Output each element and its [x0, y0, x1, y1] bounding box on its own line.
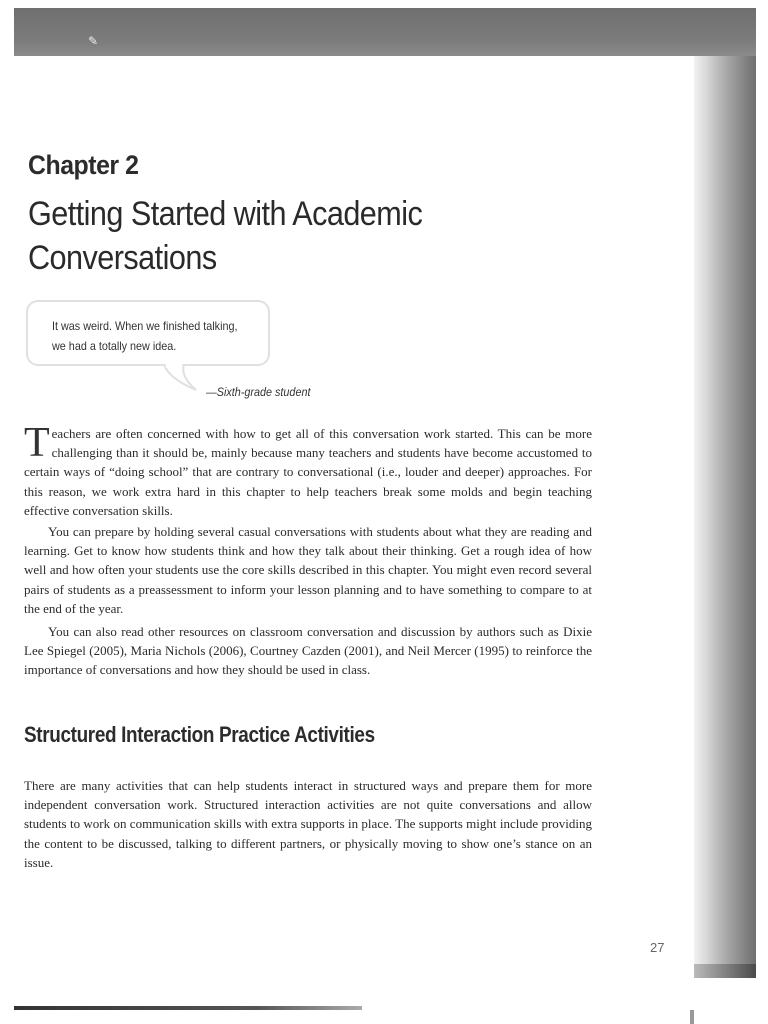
- scan-bottom-mark: [690, 1010, 694, 1024]
- page-edge-corner: [694, 964, 756, 978]
- section-paragraph: There are many activities that can help students interact in structured ways and prepare them for more independent conversation work. Structured interaction activities are not quite conversations and allow students to work on communication skills with extra supports in place. The supports might include providing the content to be discussed, talking to different partners, or physically moving to show one’s stance on an issue.: [24, 778, 592, 870]
- intro-paragraph-2: You can prepare by holding several casual conversations with students about what they are reading and learning. Get to know how students think and how they talk about their thinking. Get a rough idea of how well and how often your students use the core skills described in this chapter. You might even record several pairs of students as a preassessment to inform your lesson planning and to have something to compare to at the end of the year.: [24, 524, 592, 616]
- page-edge-shadow: [694, 56, 756, 976]
- speech-bubble: [26, 300, 270, 366]
- chapter-label: Chapter 2: [28, 150, 139, 180]
- page-number: 27: [650, 940, 665, 955]
- scan-bottom-rule: [14, 1006, 362, 1010]
- epigraph-quote: It was weird. When we finished talking, we had a totally new idea.: [52, 319, 238, 353]
- scan-top-shadow: [14, 8, 756, 56]
- scan-speck-icon: ✎: [88, 34, 99, 48]
- intro-paragraph-1-text: eachers are often concerned with how to get all of this conversation work started. This can be more challenging than it should be, mainly because many teachers and students have become accustomed to certain ways of “doing school” that are contrary to conversational (i.e., louder and deeper) approaches. For this reason, we work extra hard in this chapter to help teachers break some molds and begin teaching effective conversation skills.: [24, 426, 592, 518]
- speech-bubble-tail-icon: [162, 364, 202, 394]
- drop-cap: T: [24, 420, 50, 466]
- scan-left-margin: [0, 8, 14, 1024]
- intro-paragraph-1: [24, 420, 592, 520]
- chapter-title: Getting Started with Academic Conversations: [28, 195, 423, 277]
- epigraph-attribution: —Sixth-grade student: [206, 385, 311, 399]
- intro-paragraph-3: You can also read other resources on classroom conversation and discussion by authors such as Dixie Lee Spiegel (2005), Maria Nichols (2006), Courtney Cazden (2001), and Neil Mercer (1995) to reinforce the importance of conversations and how they should be used in class.: [24, 624, 592, 678]
- section-heading: Structured Interaction Practice Activities: [24, 722, 375, 747]
